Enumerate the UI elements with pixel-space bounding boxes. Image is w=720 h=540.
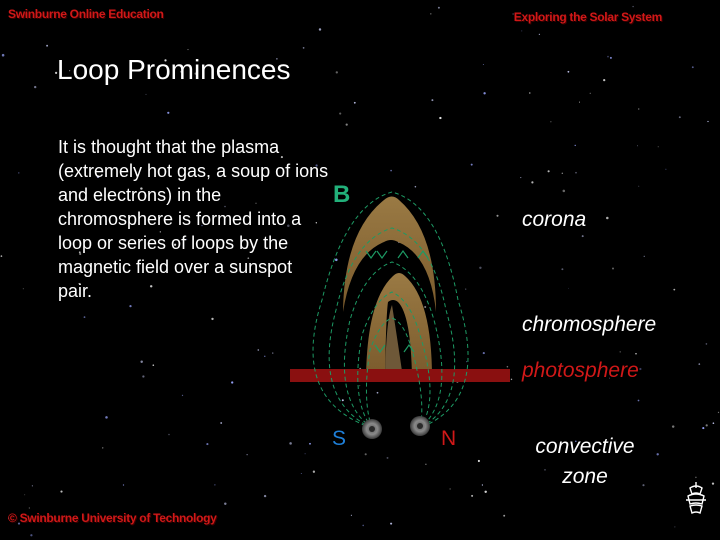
magnetic-field-label: B: [333, 181, 351, 208]
corona-label: corona: [522, 208, 587, 231]
north-pole-label: N: [441, 427, 457, 450]
exploring-solar-system-logo: Exploring the Solar System: [513, 10, 662, 24]
photosphere-band: [290, 369, 510, 382]
swinburne-crest-icon: [683, 480, 709, 516]
north-sunspot: [410, 416, 430, 436]
body-text: It is thought that the plasma (extremely hot gas, a soup of ions and electrons) in the chromosphere is formed into a loop or series of loops by the magnetic field over a sunspot pair.: [58, 137, 329, 301]
slide-title: Loop Prominences: [57, 54, 291, 85]
south-sunspot: [362, 419, 382, 439]
swinburne-online-education-logo: Swinburne Online Education: [8, 7, 164, 21]
chromosphere-label: chromosphere: [522, 313, 657, 336]
inner-loop-highlight: [385, 305, 403, 378]
copyright-footer: © Swinburne University of Technology: [8, 511, 217, 525]
south-pole-label: S: [332, 427, 347, 450]
photosphere-label: photosphere: [522, 359, 639, 382]
convective-zone-label: convective zone: [535, 435, 635, 488]
